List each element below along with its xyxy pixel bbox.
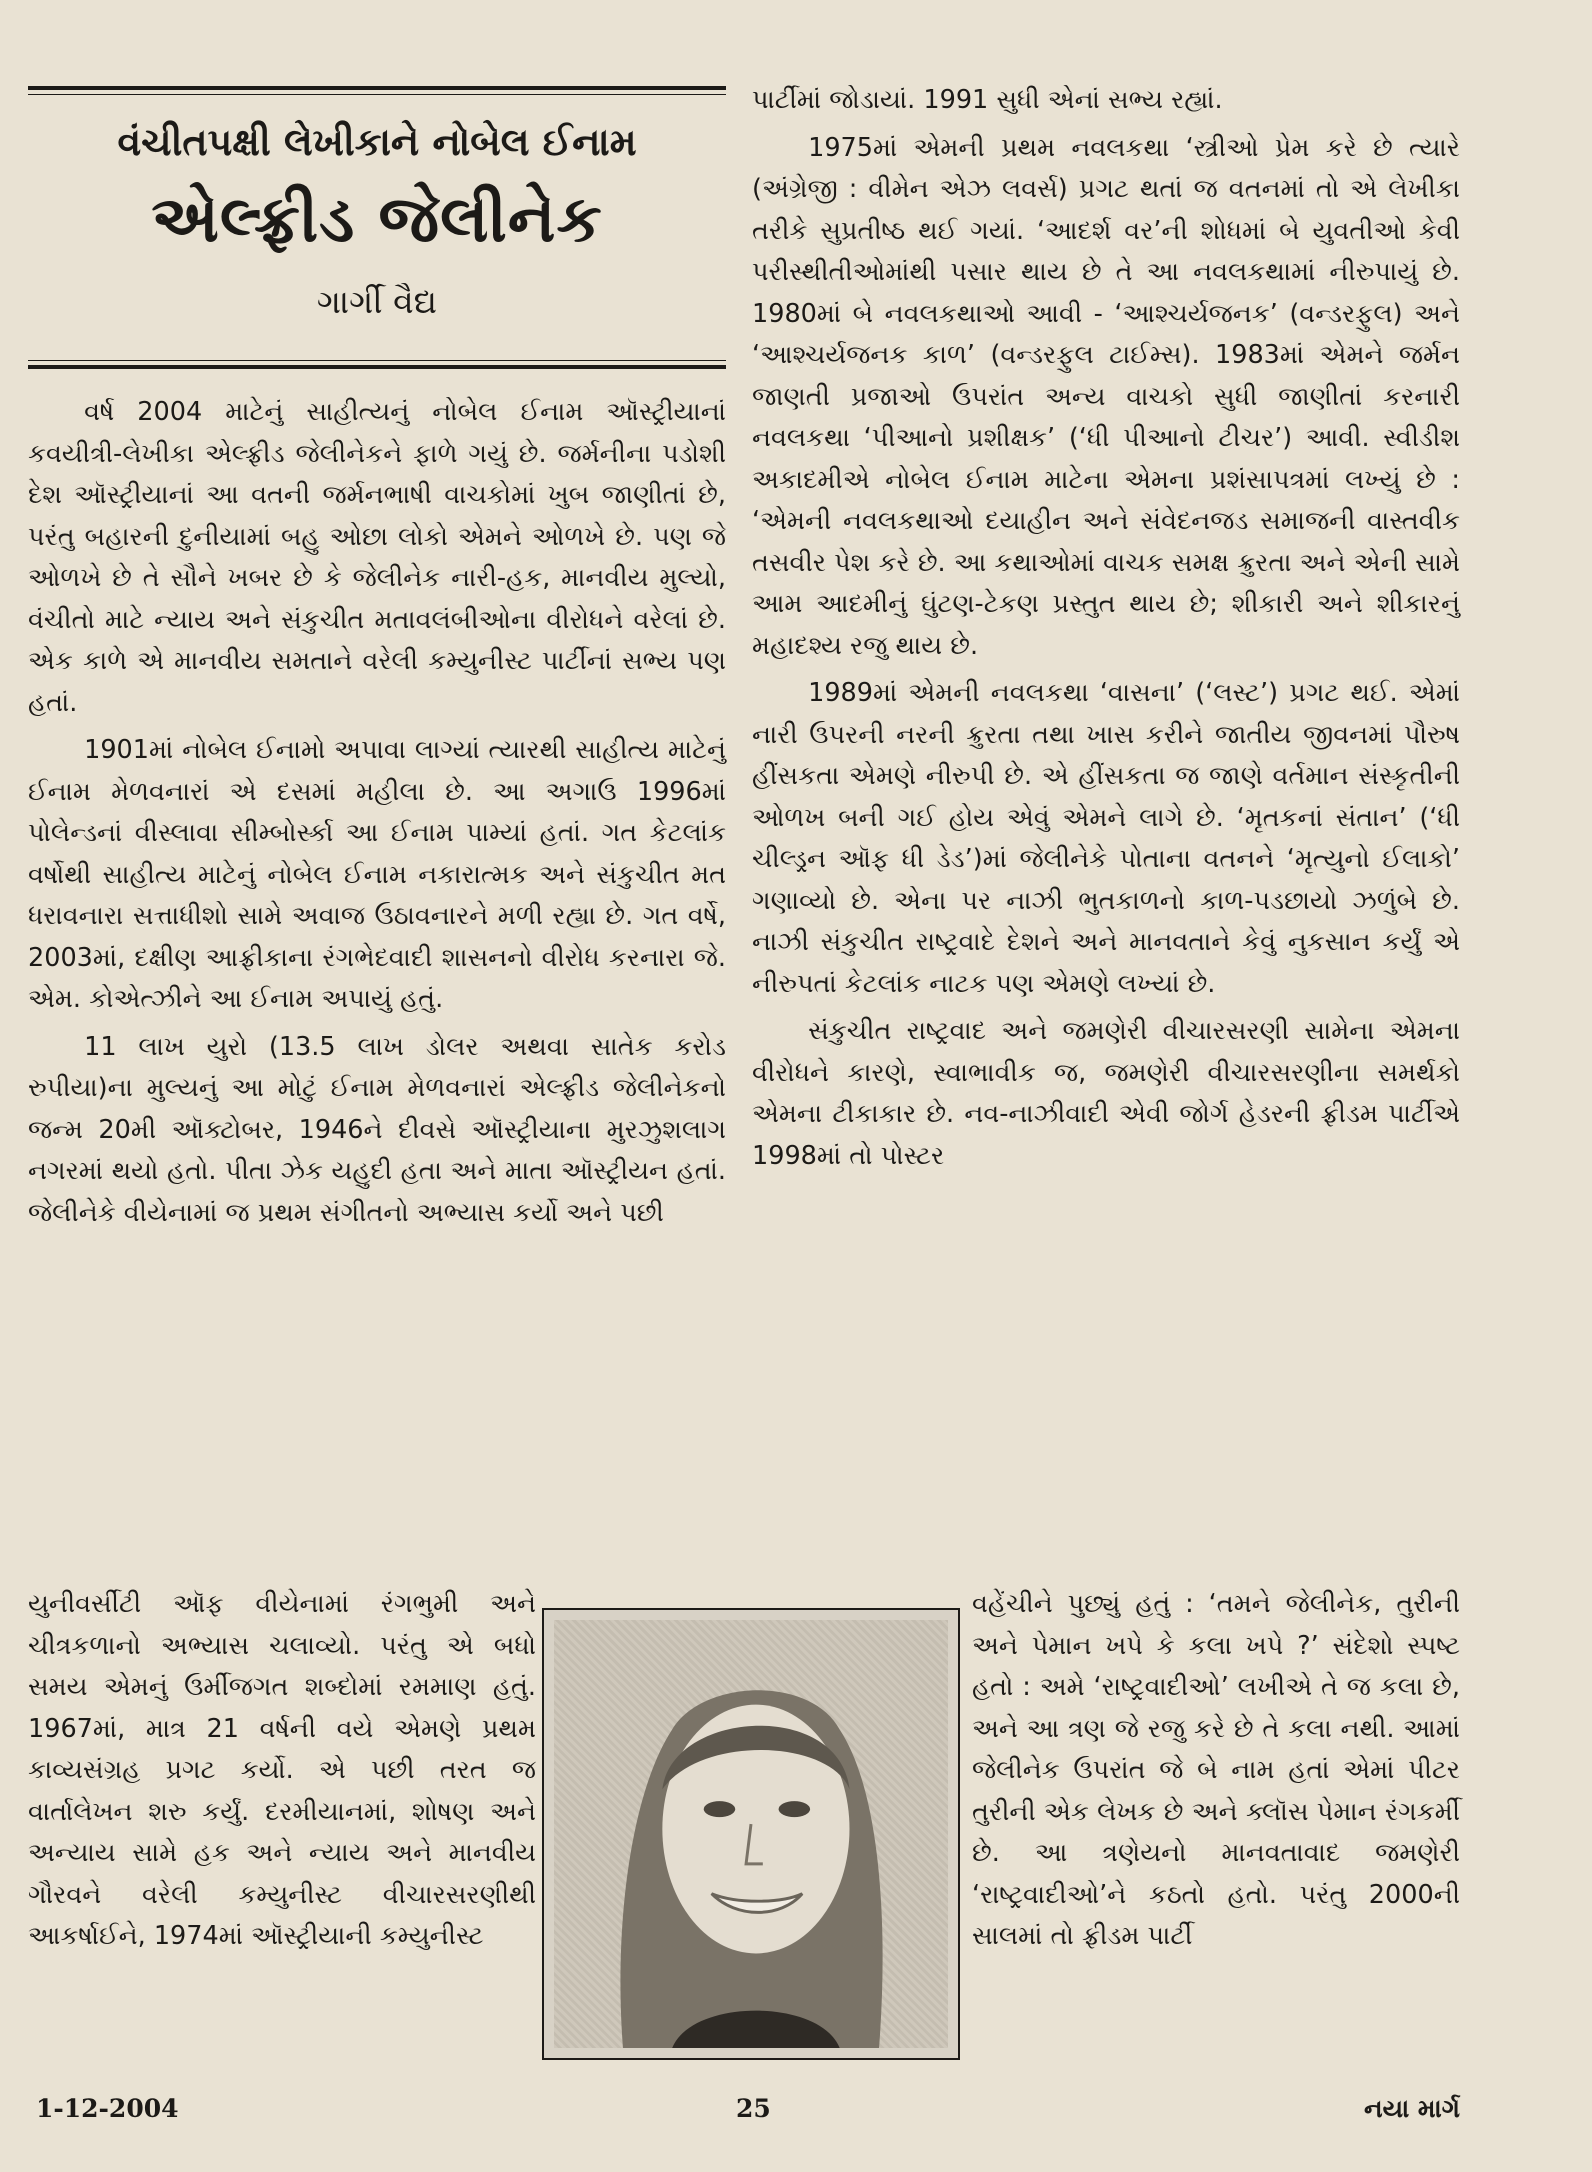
article-kicker: વંચીતપક્ષી લેખીકાને નોબેલ ઈનામ	[117, 120, 637, 164]
paragraph: વહેંચીને પુછ્યું હતું : ‘તમને જેલીનેક, તુરીની અને પેમાન ખપે કે કલા ખપે ?’ સંદેશો સ્પષ્ટ હતો : અમે ‘રાષ્ટ્રવાદીઓ’ લખીએ તે જ કલા છે, અને આ ત્રણ જે રજુ કરે છે તે કલા નથી. આમાં જેલીનેક ઉપરાંત જે બે નામ હતાં એમાં પીટર તુરીની એક લેખક છે અને ક્લૉસ પેમાન રંગકર્મી છે. આ ત્રણેયનો માનવતાવાદ જમણેરી ‘રાષ્ટ્રવાદીઓ’ને કઠતો હતો. પરંતુ 2000ની સાલમાં તો ફ્રીડમ પાર્ટી	[972, 1589, 1460, 1951]
header-bottom-rule-thin	[28, 360, 726, 361]
left-column	[28, 392, 726, 1234]
header-top-rule-thin	[28, 94, 726, 95]
paragraph: 1975માં એમની પ્રથમ નવલકથા ‘સ્ત્રીઓ પ્રેમ કરે છે ત્યારે (અંગ્રેજી : વીમેન એઝ લવર્સ) પ્રગટ થતાં જ વતનમાં તો એ લેખીકા તરીકે સુપ્રતીષ્ઠ થઈ ગયાં. ‘આદર્શ વર’ની શોધમાં બે યુવતીઓ કેવી પરીસ્થીતીઓમાંથી પસાર થાય છે તે આ નવલકથામાં નીરુપાયું છે. 1980માં બે નવલકથાઓ આવી - ‘આશ્ચર્યજનક’ (વન્ડરફુલ) અને ‘આશ્ચર્યજનક કાળ’ (વન્ડરફુલ ટાઈમ્સ). 1983માં એમને જર્મન જાણતી પ્રજાઓ ઉપરાંત અન્ય વાચકો સુધી જાણીતાં કરનારી નવલકથા ‘પીઆનો પ્રશીક્ષક’ (‘ધી પીઆનો ટીચર’) આવી. સ્વીડીશ અકાદમીએ નોબેલ ઈનામ માટેના એમના પ્રશંસાપત્રમાં લખ્યું છે : ‘એમની નવલકથાઓ દયાહીન અને સંવેદનજડ સમાજની વાસ્તવીક તસવીર પેશ કરે છે. આ કથાઓમાં વાચક સમક્ષ ક્રુરતા અને એની સામે આમ આદમીનું ઘુંટણ-ટેકણ પ્રસ્તુત થાય છે; શીકારી અને શીકારનું મહાદશ્ય રજુ થાય છે.	[752, 132, 1460, 661]
footer-page-number: 25	[736, 2094, 771, 2123]
footer-publication: નયા માર્ગ	[1364, 2094, 1460, 2123]
paragraph: 11 લાખ યુરો (13.5 લાખ ડોલર અથવા સાતેક કરોડ રુપીયા)ના મુલ્યનું આ મોટું ઈનામ મેળવનારાં એલ્ફ્રીડ જેલીનેકનો જન્મ 20મી ઑક્ટોબર, 1946ને દીવસે ઑસ્ટ્રીયાના મુરઝુશલાગ નગરમાં થયો હતો. પીતા ઝેક યહુદી હતા અને માતા ઑસ્ટ્રીયન હતાં. જેલીનેકે વીયેનામાં જ પ્રથમ સંગીતનો અભ્યાસ કર્યો અને પછી	[28, 1031, 726, 1228]
paragraph: સંકુચીત રાષ્ટ્રવાદ અને જમણેરી વીચારસરણી સામેના એમના વીરોધને કારણે, સ્વાભાવીક જ, જમણેરી વીચારસરણીના સમર્થકો એમના ટીકાકાર છે. નવ-નાઝીવાદી એવી જોર્ગ હેડરની ફ્રીડમ પાર્ટીએ 1998માં તો પોસ્ટર	[752, 1016, 1460, 1171]
article-title: એલ્ફ્રીડ જેલીનેક	[151, 183, 603, 257]
article-author: ગાર્ગી વૈદ્ય	[316, 282, 438, 321]
right-column-bottom	[972, 1584, 1460, 1958]
header-top-rule	[28, 86, 726, 90]
paragraph: પાર્ટીમાં જોડાયાં. 1991 સુધી એનાં સભ્ય રહ્યાં.	[752, 85, 1223, 115]
article-header	[28, 112, 726, 332]
footer-date: 1-12-2004	[36, 2094, 179, 2123]
paragraph: વર્ષ 2004 માટેનું સાહીત્યનું નોબેલ ઈનામ ઑસ્ટ્રીયાનાં કવયીત્રી-લેખીકા એલ્ફ્રીડ જેલીનેકને ફાળે ગયું છે. જર્મનીના પડોશી દેશ ઑસ્ટ્રીયાનાં આ વતની જર્મનભાષી વાચકોમાં ખુબ જાણીતાં છે, પરંતુ બહારની દુનીયામાં બહુ ઓછા લોકો એમને ઓળખે છે. પણ જે ઓળખે છે તે સૌને ખબર છે કે જેલીનેક નારી-હક, માનવીય મુલ્યો, વંચીતો માટે ન્યાય અને સંકુચીત મતાવલંબીઓના વીરોધને વરેલાં છે. એક કાળે એ માનવીય સમતાને વરેલી કમ્યુનીસ્ટ પાર્ટીનાં સભ્ય પણ હતાં.	[28, 397, 726, 718]
left-column-bottom	[28, 1584, 536, 1958]
right-column	[752, 80, 1460, 1177]
photo-image	[554, 1620, 948, 2048]
paragraph: 1989માં એમની નવલકથા ‘વાસના’ (‘લસ્ટ’) પ્રગટ થઈ. એમાં નારી ઉપરની નરની ક્રુરતા તથા ખાસ કરીને જાતીય જીવનમાં પૌરુષ હીંસકતા એમણે નીરુપી છે. એ હીંસકતા જ જાણે વર્તમાન સંસ્કૃતીની ઓળખ બની ગઈ હોય એવું એમને લાગે છે. ‘મૃતકનાં સંતાન’ (‘ધી ચીલ્ડ્રન ઑફ ધી ડેડ’)માં જેલીનેકે પોતાના વતનને ‘મૃત્યુનો ઈલાકો’ ગણાવ્યો છે. એના પર નાઝી ભુતકાળનો કાળ-પડછાયો ઝળુંબે છે. નાઝી સંકુચીત રાષ્ટ્રવાદે દેશને અને માનવતાને કેવું નુકસાન કર્યું એ નીરુપતાં કેટલાંક નાટક પણ એમણે લખ્યાં છે.	[752, 678, 1460, 999]
paragraph: 1901માં નોબેલ ઈનામો અપાવા લાગ્યાં ત્યારથી સાહીત્ય માટેનું ઈનામ મેળવનારાં એ દસમાં મહીલા છે. આ અગાઉ 1996માં પોલેન્ડનાં વીસ્લાવા સીમ્બોર્સ્કા આ ઈનામ પામ્યાં હતાં. ગત કેટલાંક વર્ષોથી સાહીત્ય માટેનું નોબેલ ઈનામ નકારાત્મક અને સંકુચીત મત ધરાવનારા સત્તાધીશો સામે અવાજ ઉઠાવનારને મળી રહ્યા છે. ગત વર્ષે, 2003માં, દક્ષીણ આફ્રીકાના રંગભેદવાદી શાસનનો વીરોધ કરનારા જે. એમ. કોએત્ઝીને આ ઈનામ અપાયું હતું.	[28, 735, 726, 1014]
paragraph: યુનીવર્સીટી ઑફ વીયેનામાં રંગભુમી અને ચીત્રકળાનો અભ્યાસ ચલાવ્યો. પરંતુ એ બધો સમય એમનું ઉર્મીજગત શબ્દોમાં રમમાણ હતું. 1967માં, માત્ર 21 વર્ષની વયે એમણે પ્રથમ કાવ્યસંગ્રહ પ્રગટ કર્યો. એ પછી તરત જ વાર્તાલેખન શરુ કર્યું. દરમીયાનમાં, શોષણ અને અન્યાય સામે હક અને ન્યાય અને માનવીય ગૌરવને વરેલી કમ્યુનીસ્ટ વીચારસરણીથી આકર્ષાઈને, 1974માં ઑસ્ટ્રીયાની કમ્યુનીસ્ટ	[28, 1589, 536, 1951]
author-photo	[542, 1608, 960, 2060]
header-bottom-rule	[28, 365, 726, 369]
portrait-figure	[554, 1620, 948, 2048]
